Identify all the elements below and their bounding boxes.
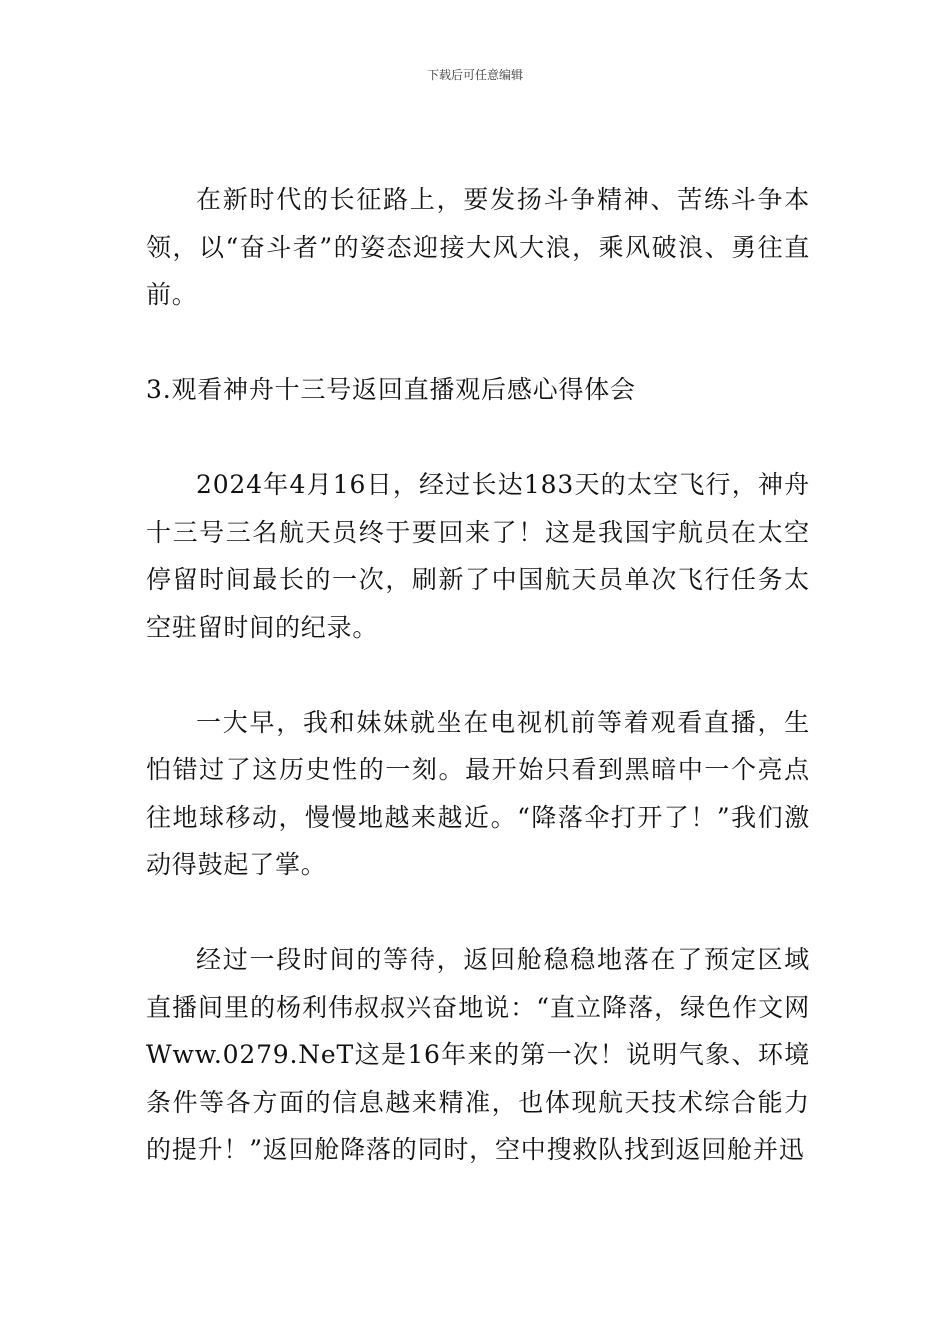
page-header-note: 下载后可任意编辑 [426, 68, 523, 82]
paragraph-4: 经过一段时间的等待，返回舱稳稳地落在了预定区域直播间里的杨利伟叔叔兴奋地说：“直立降落，绿色作文网Www.0279.NeT这是16年来的第一次！说明气象、环境条件等各方面的信息越来精准，也体现航天技术综合能力的提升！”返回舱降落的同时，空中搜救队找到返回舱并迅 [146, 945, 810, 1164]
paragraph-gap [146, 889, 810, 937]
paragraph-gap [146, 319, 810, 367]
paragraph-1: 在新时代的长征路上，要发扬斗争精神、苦练斗争本领，以“奋斗者”的姿态迎接大风大浪，乘风破浪、勇往直前。 [146, 185, 810, 309]
paragraph-gap [146, 651, 810, 699]
document-body [146, 176, 810, 1174]
paragraph-2: 2024年4月16日，经过长达183天的太空飞行，神舟十三号三名航天员终于要回来了！这是我国宇航员在太空停留时间最长的一次，刷新了中国航天员单次飞行任务太空驻留时间的纪录。 [146, 470, 810, 642]
paragraph-3: 一大早，我和妹妹就坐在电视机前等着观看直播，生怕错过了这历史性的一刻。最开始只看到黑暗中一个亮点往地球移动，慢慢地越来越近。“降落伞打开了！”我们激动得鼓起了掌。 [146, 707, 810, 879]
paragraph-gap [146, 414, 810, 462]
section-heading: 3.观看神舟十三号返回直播观后感心得体会 [146, 375, 636, 404]
